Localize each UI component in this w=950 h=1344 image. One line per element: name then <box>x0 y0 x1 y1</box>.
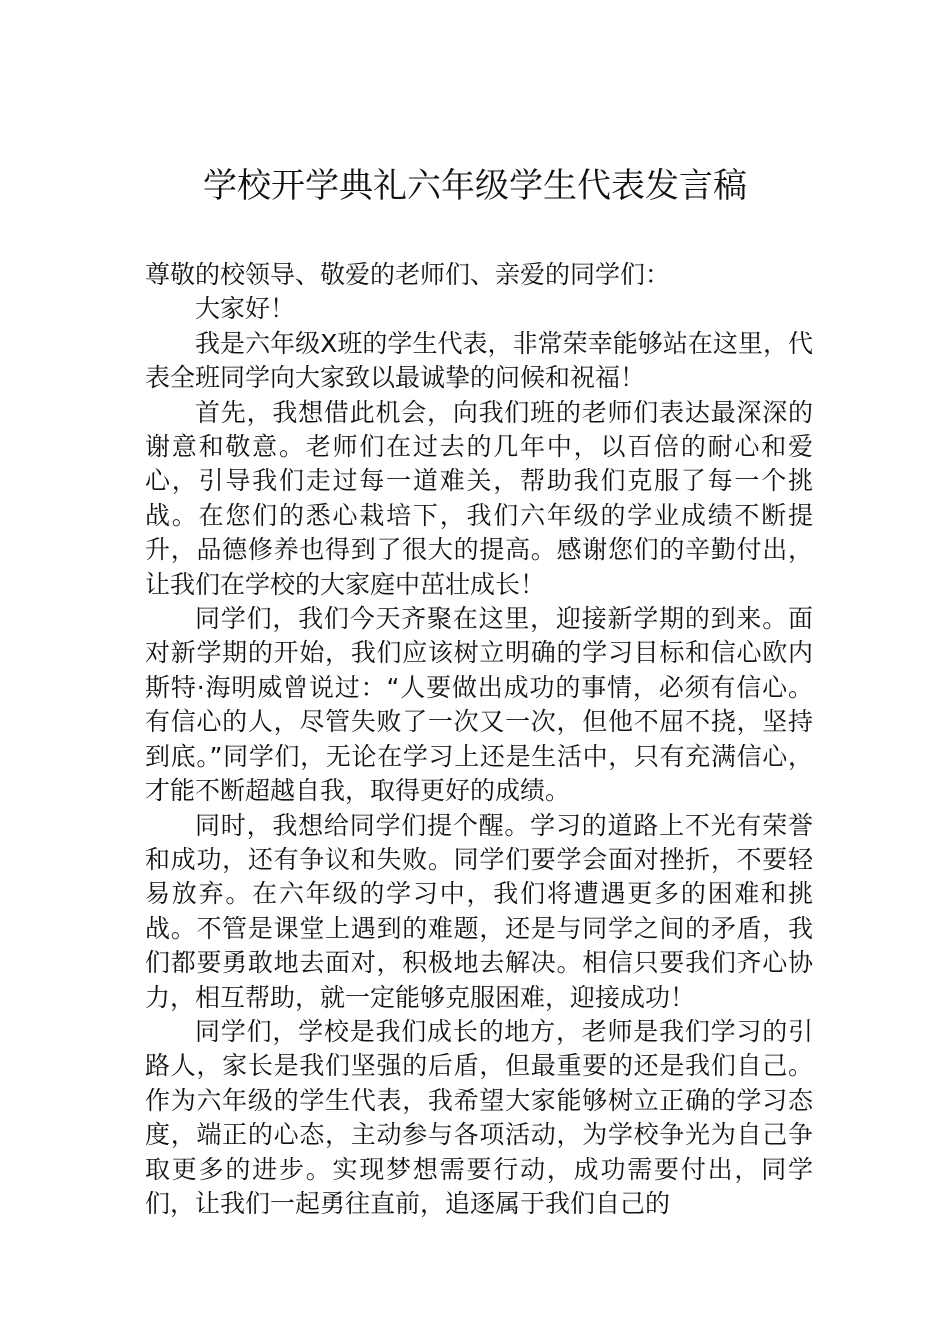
paragraph-greeting: 大家好！ <box>195 294 296 324</box>
paragraph-closing: 同学们，学校是我们成长的地方，老师是我们学习的引路人，家长是我们坚强的后盾，但最重要的还是我们自己。作为六年级的学生代表，我希望大家能够树立正确的学习态度，端正的心态，主动参与各项活动，为学校争光为自己争取更多的进步。实现梦想需要行动，成功需要付出，同学们，让我们一起勇往直前，追逐属于我们自己的 <box>145 1016 813 1218</box>
document-body <box>145 258 813 1221</box>
paragraph-reminder: 同时，我想给同学们提个醒。学习的道路上不光有荣誉和成功，还有争议和失败。同学们要学会面对挫折，不要轻易放弃。在六年级的学习中，我们将遭遇更多的困难和挑战。不管是课堂上遇到的难题，还是与同学之间的矛盾，我们都要勇敢地去面对，积极地去解决。相信只要我们齐心协力，相互帮助，就一定能够克服困难，迎接成功！ <box>145 810 813 1012</box>
paragraph-confidence: 同学们，我们今天齐聚在这里，迎接新学期的到来。面对新学期的开始，我们应该树立明确的学习目标和信心欧内斯特·海明威曾说过：“人要做出成功的事情，必须有信心。有信心的人，尽管失败了一次又一次，但他不屈不挠，坚持到底。”同学们，无论在学习上还是生活中，只有充满信心，才能不断超越自我，取得更好的成绩。 <box>145 604 813 806</box>
salutation: 尊敬的校领导、敬爱的老师们、亲爱的同学们： <box>145 260 671 289</box>
paragraph-introduction: 我是六年级X班的学生代表，非常荣幸能够站在这里，代表全班同学向大家致以最诚挚的问候和祝福！ <box>145 328 813 393</box>
paragraph-thanks-teachers: 首先，我想借此机会，向我们班的老师们表达最深深的谢意和敬意。老师们在过去的几年中，以百倍的耐心和爱心，引导我们走过每一道难关，帮助我们克服了每一个挑战。在您们的悉心栽培下，我们六年级的学业成绩不断提升，品德修养也得到了很大的提高。感谢您们的辛勤付出，让我们在学校的大家庭中茁壮成长！ <box>145 397 813 599</box>
document-title: 学校开学典礼六年级学生代表发言稿 <box>203 166 747 206</box>
